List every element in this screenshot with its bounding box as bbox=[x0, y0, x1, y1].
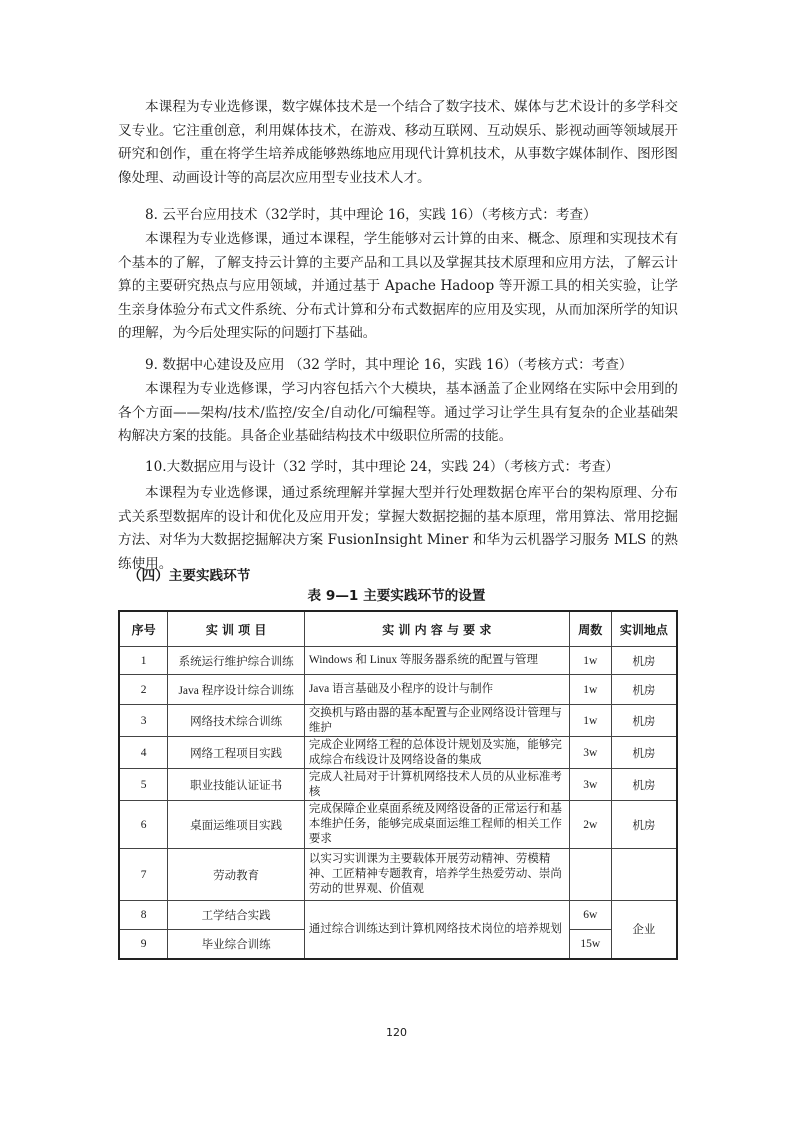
cell-place: 机房 bbox=[611, 647, 677, 675]
cell-place: 机房 bbox=[611, 801, 677, 849]
header-content: 实 训 内 容 与 要 求 bbox=[304, 611, 569, 647]
table-caption: 表 9—1 主要实践环节的设置 bbox=[307, 588, 486, 604]
cell-weeks: 6w bbox=[569, 901, 611, 930]
page-number: 120 bbox=[386, 1026, 407, 1039]
cell-place bbox=[611, 849, 677, 901]
table-row bbox=[119, 769, 677, 801]
table-row bbox=[119, 705, 677, 737]
heading-course-10: 10.大数据应用与设计（32 学时，其中理论 24，实践 24）（考核方式：考查） bbox=[145, 459, 619, 475]
cell-no: 7 bbox=[119, 849, 168, 901]
cell-no: 2 bbox=[119, 675, 168, 705]
cell-weeks: 3w bbox=[569, 737, 611, 769]
cell-weeks bbox=[569, 849, 611, 901]
cell-content: 以实习实训课为主要载体开展劳动精神、劳模精神、工匠精神专题教育，培养学生热爱劳动、崇尚劳动的世界观、价值观 bbox=[304, 849, 569, 901]
table-row bbox=[119, 647, 677, 675]
cell-weeks: 2w bbox=[569, 801, 611, 849]
cell-item: 劳动教育 bbox=[168, 849, 304, 901]
cell-no: 8 bbox=[119, 901, 168, 930]
table-header-row bbox=[119, 611, 677, 647]
practice-table bbox=[118, 610, 678, 960]
cell-no: 4 bbox=[119, 737, 168, 769]
cell-place: 机房 bbox=[611, 737, 677, 769]
cell-weeks: 1w bbox=[569, 675, 611, 705]
header-place: 实训地点 bbox=[611, 611, 677, 647]
cell-place: 机房 bbox=[611, 675, 677, 705]
cell-no: 1 bbox=[119, 647, 168, 675]
cell-weeks: 1w bbox=[569, 705, 611, 737]
cell-item: 系统运行维护综合训练 bbox=[168, 647, 304, 675]
cell-place-merged: 企业 bbox=[611, 901, 677, 959]
paragraph-big-data: 本课程为专业选修课，通过系统理解并掌握大型并行处理数据仓库平台的架构原理、分布式关系型数据库的设计和优化及应用开发；掌握大数据挖掘的基本原理，常用算法、常用挖掘方法、对华为大数据挖掘解决方案 FusionInsight Miner 和华为云机器学习服务 MLS 的熟练使用。 bbox=[118, 485, 678, 572]
cell-content: Windows 和 Linux 等服务器系统的配置与管理 bbox=[304, 647, 569, 675]
cell-weeks: 15w bbox=[569, 930, 611, 959]
paragraph-data-center: 本课程为专业选修课，学习内容包括六个大模块，基本涵盖了企业网络在实际中会用到的各个方面——架构/技术/监控/安全/自动化/可编程等。通过学习让学生具有复杂的企业基础架构解决方案的技能。具备企业基础结构技术中级职位所需的技能。 bbox=[118, 381, 678, 444]
table-row bbox=[119, 675, 677, 705]
header-item: 实 训 项 目 bbox=[168, 611, 304, 647]
cell-no: 9 bbox=[119, 930, 168, 959]
table-row bbox=[119, 849, 677, 901]
cell-content-merged: 通过综合训练达到计算机网络技术岗位的培养规划 bbox=[304, 901, 569, 959]
heading-course-9: 9. 数据中心建设及应用 （32 学时，其中理论 16，实践 16）（考核方式：考查） bbox=[145, 357, 633, 373]
cell-item: 职业技能认证证书 bbox=[168, 769, 304, 801]
cell-place: 机房 bbox=[611, 769, 677, 801]
header-no: 序号 bbox=[119, 611, 168, 647]
cell-content: 完成人社局对于计算机网络技术人员的从业标准考核 bbox=[304, 769, 569, 801]
cell-item: Java 程序设计综合训练 bbox=[168, 675, 304, 705]
cell-weeks: 3w bbox=[569, 769, 611, 801]
table-row bbox=[119, 737, 677, 769]
paragraph-cloud-platform: 本课程为专业选修课，通过本课程，学生能够对云计算的由来、概念、原理和实现技术有个基本的了解，了解支持云计算的主要产品和工具以及掌握其技术原理和应用方法，了解云计算的主要研究热点与应用领域，并通过基于 Apache Hadoop 等开源工具的相关实验，让学生亲身体验分布式文件系统、分布式计算和分布式数据库的应用及实现，从而加深所学的知识的理解，为今后处理实际的问题打下基础。 bbox=[118, 231, 678, 341]
cell-content: Java 语言基础及小程序的设计与制作 bbox=[304, 675, 569, 705]
header-weeks: 周数 bbox=[569, 611, 611, 647]
cell-item: 工学结合实践 bbox=[168, 901, 304, 930]
cell-no: 6 bbox=[119, 801, 168, 849]
cell-place: 机房 bbox=[611, 705, 677, 737]
cell-weeks: 1w bbox=[569, 647, 611, 675]
paragraph-digital-media: 本课程为专业选修课，数字媒体技术是一个结合了数字技术、媒体与艺术设计的多学科交叉专业。它注重创意，利用媒体技术，在游戏、移动互联网、互动娱乐、影视动画等领域展开研究和创作，重在将学生培养成能够熟练地应用现代计算机技术，从事数字媒体制作、图形图像处理、动画设计等的高层次应用型专业技术人才。 bbox=[118, 99, 678, 186]
cell-item: 毕业综合训练 bbox=[168, 930, 304, 959]
table-row bbox=[119, 901, 677, 930]
cell-content: 交换机与路由器的基本配置与企业网络设计管理与维护 bbox=[304, 705, 569, 737]
cell-content: 完成保障企业桌面系统及网络设备的正常运行和基本维护任务，能够完成桌面运维工程师的相关工作要求 bbox=[304, 801, 569, 849]
cell-no: 5 bbox=[119, 769, 168, 801]
cell-item: 网络技术综合训练 bbox=[168, 705, 304, 737]
heading-course-8: 8. 云平台应用技术（32学时，其中理论 16，实践 16）（考核方式：考查） bbox=[145, 207, 597, 223]
cell-no: 3 bbox=[119, 705, 168, 737]
cell-content: 完成企业网络工程的总体设计规划及实施，能够完成综合布线设计及网络设备的集成 bbox=[304, 737, 569, 769]
cell-item: 桌面运维项目实践 bbox=[168, 801, 304, 849]
cell-item: 网络工程项目实践 bbox=[168, 737, 304, 769]
table-row bbox=[119, 801, 677, 849]
section-heading-practice: （四）主要实践环节 bbox=[128, 568, 251, 584]
